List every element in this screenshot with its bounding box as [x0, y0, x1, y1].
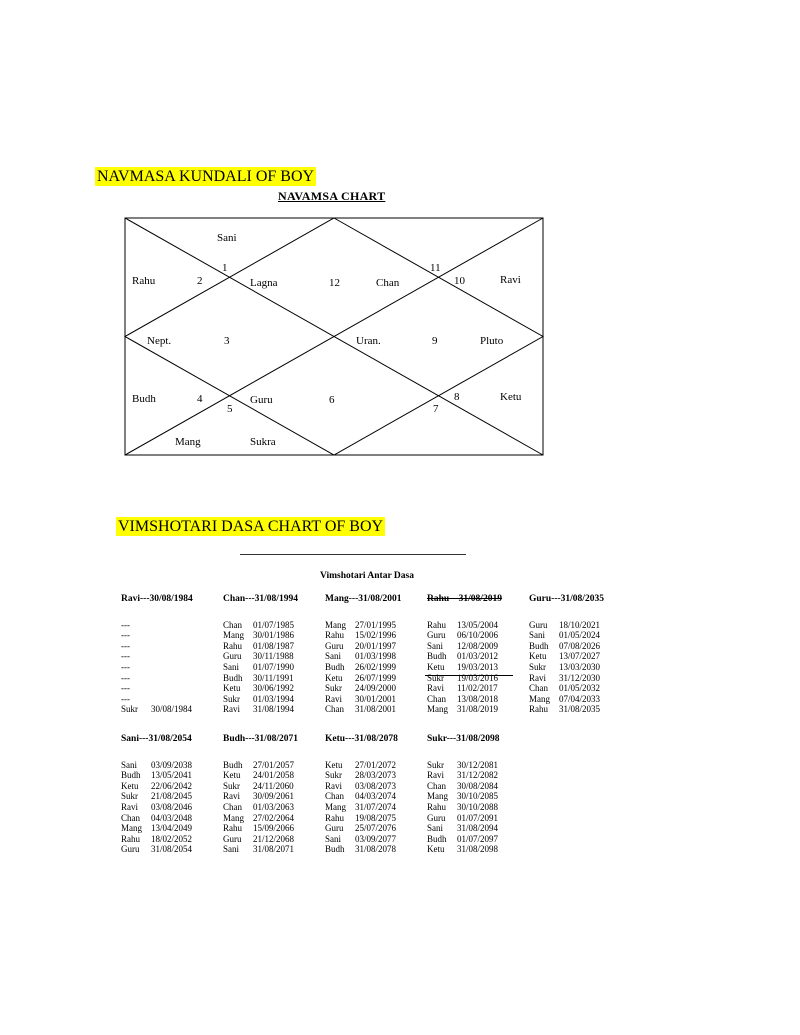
dasa-date: 04/03/2074 [355, 791, 397, 802]
dasa-date: 03/09/2077 [355, 833, 397, 844]
dasa-planet: Ravi [121, 801, 138, 812]
dasa-date: 31/08/2035 [559, 704, 601, 715]
dasa-planet: Sukr [427, 672, 445, 683]
dasa-row [427, 791, 499, 802]
dasa-date: 31/08/2001 [355, 704, 397, 715]
dasa-planet: Rahu [529, 704, 548, 715]
dasa-row [223, 823, 298, 834]
dasa-planet: Ketu [325, 672, 343, 683]
dasa-planet: Ketu [427, 661, 445, 672]
dasa-row [325, 834, 398, 845]
dasa-planet: --- [121, 651, 130, 662]
dasa-date: 30/10/2088 [457, 801, 499, 812]
dasa-planet: Sani [427, 640, 444, 651]
dasa-row [325, 802, 398, 813]
dasa-row [121, 823, 192, 834]
dasa-period-header: Rahu---31/08/2019 [427, 594, 502, 604]
dasa-row [121, 694, 201, 705]
dasa-date: 01/05/2032 [559, 683, 601, 694]
dasa-row [529, 620, 604, 631]
dasa-row [121, 630, 201, 641]
dasa-date: 01/07/1990 [253, 661, 295, 672]
dasa-row [529, 694, 604, 705]
dasa-planet: Guru [529, 619, 548, 630]
dasa-row [325, 760, 398, 771]
dasa-date: 18/10/2021 [559, 619, 601, 630]
chart-house-11: 11 [430, 262, 441, 274]
dasa-row [223, 802, 298, 813]
dasa-planet: Ketu [121, 780, 139, 791]
dasa-date: 07/04/2033 [559, 693, 601, 704]
dasa-date: 28/03/2073 [355, 770, 397, 781]
dasa-row [325, 770, 398, 781]
chart-cell-rahu: Rahu [132, 275, 156, 287]
dasa-row [427, 770, 499, 781]
dasa-planet: Budh [325, 844, 345, 855]
chart-cell-mang: Mang [175, 436, 201, 448]
dasa-row [529, 641, 604, 652]
dasa-row [427, 781, 499, 792]
dasa-planet: Rahu [325, 812, 344, 823]
dasa-date: 27/01/2057 [253, 759, 295, 770]
dasa-planet: --- [121, 683, 130, 694]
dasa-row [427, 694, 502, 705]
dasa-date: 30/11/1988 [253, 651, 294, 662]
dasa-row [427, 620, 502, 631]
dasa-date: 11/02/2017 [457, 683, 498, 694]
dasa-planet: Ravi [325, 693, 342, 704]
dasa-planet: Ravi [223, 704, 240, 715]
dasa-planet: Budh [325, 661, 345, 672]
dasa-date: 13/08/2018 [457, 693, 499, 704]
dasa-planet: Ravi [427, 683, 444, 694]
dasa-planet: Mang [427, 791, 448, 802]
dasa-row [427, 802, 499, 813]
dasa-row [427, 683, 502, 694]
dasa-row [427, 844, 499, 855]
chart-cell-nept: Nept. [147, 335, 172, 347]
dasa-underline-mark [425, 675, 513, 676]
dasa-date: 20/01/1997 [355, 640, 397, 651]
dasa-row [223, 791, 298, 802]
dasa-planet: Rahu [121, 833, 140, 844]
chart-cell-uran: Uran. [356, 335, 381, 347]
dasa-planet: Budh [223, 759, 243, 770]
dasa-planet: Sani [529, 630, 546, 641]
chart-cell-sukra: Sukra [250, 436, 276, 448]
dasa-date: 24/09/2000 [355, 683, 397, 694]
dasa-period-header: Sani---31/08/2054 [121, 734, 192, 744]
dasa-period-header: Budh---31/08/2071 [223, 734, 298, 744]
dasa-column [121, 734, 192, 855]
dasa-period-header: Chan---31/08/1994 [223, 594, 298, 604]
dasa-planet: Guru [121, 844, 140, 855]
dasa-row [325, 662, 402, 673]
dasa-date: 15/09/2066 [253, 823, 295, 834]
dasa-planet: Chan [325, 704, 344, 715]
dasa-planet: --- [121, 640, 130, 651]
dasa-row [121, 673, 201, 684]
chart-house-7: 7 [433, 403, 439, 415]
dasa-planet: Ravi [427, 770, 444, 781]
dasa-date: 13/07/2027 [559, 651, 601, 662]
dasa-date: 30/08/1984 [151, 704, 193, 715]
dasa-date: 03/08/2046 [151, 801, 193, 812]
dasa-date: 31/08/1994 [253, 704, 295, 715]
dasa-date: 01/03/2063 [253, 801, 295, 812]
chart-cell-ravi: Ravi [500, 274, 521, 286]
dasa-planet: Sani [223, 661, 240, 672]
dasa-planet: Guru [325, 823, 344, 834]
dasa-date: 31/08/2078 [355, 844, 397, 855]
dasa-row [121, 834, 192, 845]
dasa-planet: Budh [223, 672, 243, 683]
dasa-column [223, 734, 298, 855]
dasa-planet: Budh [121, 770, 141, 781]
dasa-planet: Chan [427, 780, 446, 791]
dasa-row [121, 662, 201, 673]
dasa-row [427, 651, 502, 662]
chart-house-2: 2 [197, 275, 203, 287]
dasa-planet: Sukr [325, 770, 343, 781]
dasa-column [427, 734, 499, 855]
dasa-planet: --- [121, 693, 130, 704]
dasa-planet: Guru [325, 640, 344, 651]
dasa-row [121, 704, 201, 715]
chart-cell-chan: Chan [376, 277, 400, 289]
dasa-row [529, 673, 604, 684]
dasa-row [121, 760, 192, 771]
dasa-row [121, 641, 201, 652]
dasa-date: 24/01/2058 [253, 770, 295, 781]
dasa-row [325, 791, 398, 802]
dasa-date: 22/06/2042 [151, 780, 193, 791]
dasa-planet: Budh [427, 833, 447, 844]
dasa-planet: Sukr [121, 704, 139, 715]
dasa-row [325, 651, 402, 662]
chart-house-4: 4 [197, 393, 203, 405]
dasa-date: 21/08/2045 [151, 791, 193, 802]
dasa-planet: Rahu [427, 619, 446, 630]
chart-house-5: 5 [227, 403, 233, 415]
dasa-row [223, 813, 298, 824]
dasa-column [325, 594, 402, 715]
dasa-date: 27/02/2064 [253, 812, 295, 823]
dasa-date: 03/08/2073 [355, 780, 397, 791]
dasa-planet: Ravi [325, 780, 342, 791]
dasa-planet: Ravi [223, 791, 240, 802]
dasa-date: 27/01/2072 [355, 759, 397, 770]
dasa-planet: --- [121, 661, 130, 672]
dasa-date: 30/11/1991 [253, 672, 294, 683]
dasa-date: 31/08/2098 [457, 844, 499, 855]
dasa-row [223, 760, 298, 771]
dasa-column [223, 594, 298, 715]
dasa-column [529, 594, 604, 715]
dasa-date: 24/11/2060 [253, 780, 294, 791]
dasa-planet: Ketu [223, 683, 241, 694]
dasa-row [223, 834, 298, 845]
dasa-date: 01/08/1987 [253, 640, 295, 651]
dasa-date: 31/12/2030 [559, 672, 601, 683]
dasa-date: 26/07/1999 [355, 672, 397, 683]
dasa-date: 30/01/1986 [253, 630, 295, 641]
dasa-row [121, 813, 192, 824]
dasa-row [223, 770, 298, 781]
dasa-column [427, 594, 502, 715]
dasa-planet: Mang [223, 630, 244, 641]
dasa-planet: Sani [223, 844, 240, 855]
dasa-row [427, 704, 502, 715]
dasa-planet: Ketu [529, 651, 547, 662]
chart-house-12: 12 [329, 277, 340, 289]
dasa-row [121, 781, 192, 792]
dasa-planet: Sukr [325, 683, 343, 694]
dasa-date: 01/07/2091 [457, 812, 499, 823]
dasa-row [427, 630, 502, 641]
navamsa-heading: NAVMASA KUNDALI OF BOY [97, 168, 315, 185]
dasa-date: 19/03/2016 [457, 672, 499, 683]
chart-cell-ketu: Ketu [500, 391, 522, 403]
dasa-planet: --- [121, 630, 130, 641]
dasa-planet: Ravi [529, 672, 546, 683]
dasa-planet: Budh [427, 651, 447, 662]
dasa-planet: Mang [529, 693, 550, 704]
dasa-planet: Chan [325, 791, 344, 802]
dasa-row [223, 844, 298, 855]
dasa-planet: Ketu [325, 759, 343, 770]
chart-house-1: 1 [222, 262, 228, 274]
dasa-row [325, 630, 402, 641]
chart-cell-pluto: Pluto [480, 335, 504, 347]
dasa-planet: Mang [427, 704, 448, 715]
dasa-planet: Sukr [529, 661, 547, 672]
dasa-row [325, 823, 398, 834]
dasa-date: 31/08/2071 [253, 844, 295, 855]
dasa-row [223, 704, 298, 715]
dasa-row [121, 651, 201, 662]
dasa-planet: Chan [223, 801, 242, 812]
dasa-date: 27/01/1995 [355, 619, 397, 630]
dasa-row [121, 791, 192, 802]
dasa-planet: Mang [121, 823, 142, 834]
dasa-date: 18/02/2052 [151, 833, 193, 844]
dasa-date: 21/12/2068 [253, 833, 295, 844]
dasa-planet: Guru [427, 812, 446, 823]
dasa-date: 31/12/2082 [457, 770, 499, 781]
dasa-row [325, 694, 402, 705]
chart-cell-guru: Guru [250, 394, 273, 406]
dasa-row [121, 802, 192, 813]
dasa-row [427, 760, 499, 771]
dasa-planet: Sani [325, 833, 342, 844]
dasa-row [223, 662, 298, 673]
dasa-row [325, 813, 398, 824]
dasa-row [325, 781, 398, 792]
dasa-date: 26/02/1999 [355, 661, 397, 672]
dasa-row [121, 620, 201, 631]
dasa-planet: Ketu [427, 844, 445, 855]
dasa-planet: Sani [427, 823, 444, 834]
dasa-date: 13/04/2049 [151, 823, 193, 834]
dasa-date: 30/06/1992 [253, 683, 295, 694]
dasa-row [427, 823, 499, 834]
dasa-planet: Budh [529, 640, 549, 651]
dasa-date: 03/09/2038 [151, 759, 193, 770]
dasa-planet: Chan [427, 693, 446, 704]
dasa-row [529, 704, 604, 715]
dasa-planet: Rahu [325, 630, 344, 641]
dasa-column [121, 594, 201, 715]
dasa-planet: Mang [325, 619, 346, 630]
dasa-row [529, 683, 604, 694]
dasa-date: 12/08/2009 [457, 640, 499, 651]
dasa-planet: Guru [223, 651, 242, 662]
dasa-date: 30/09/2061 [253, 791, 295, 802]
dasa-row [121, 683, 201, 694]
dasa-date: 30/12/2081 [457, 759, 499, 770]
dasa-planet: Guru [223, 833, 242, 844]
dasa-date: 15/02/1996 [355, 630, 397, 641]
dasa-planet: Sukr [121, 791, 139, 802]
dasa-date: 01/05/2024 [559, 630, 601, 641]
dasa-planet: Mang [325, 801, 346, 812]
dasa-period-header: Sukr---31/08/2098 [427, 734, 500, 744]
dasa-date: 01/03/1998 [355, 651, 397, 662]
dasa-date: 13/05/2004 [457, 619, 499, 630]
dasa-row [325, 673, 402, 684]
dasa-date: 01/07/1985 [253, 619, 295, 630]
dasa-row [529, 651, 604, 662]
dasa-row [325, 641, 402, 652]
dasa-row [223, 641, 298, 652]
dasa-date: 31/08/2019 [457, 704, 499, 715]
dasa-date: 13/03/2030 [559, 661, 601, 672]
dasa-planet: Sani [121, 759, 138, 770]
dasa-planet: Chan [121, 812, 140, 823]
dasa-period-header: Guru---31/08/2035 [529, 594, 604, 604]
dasa-date: 19/08/2075 [355, 812, 397, 823]
dasa-row [121, 770, 192, 781]
dasa-date: 31/08/2054 [151, 844, 193, 855]
dasa-planet: Ketu [223, 770, 241, 781]
dasa-row [121, 844, 192, 855]
dasa-row [223, 630, 298, 641]
chart-cell-budh: Budh [132, 393, 156, 405]
dasa-table-title: Vimshotari Antar Dasa [320, 571, 414, 581]
dasa-row [223, 620, 298, 631]
dasa-row [427, 834, 499, 845]
dasa-divider [240, 554, 466, 555]
chart-cell-lagna: Lagna [250, 277, 278, 289]
vimshotari-heading: VIMSHOTARI DASA CHART OF BOY [118, 518, 384, 535]
dasa-date: 13/05/2041 [151, 770, 193, 781]
dasa-date: 01/07/2097 [457, 833, 499, 844]
dasa-date: 31/08/2094 [457, 823, 499, 834]
dasa-row [325, 844, 398, 855]
dasa-date: 25/07/2076 [355, 823, 397, 834]
dasa-row [529, 662, 604, 673]
dasa-date: 01/03/2012 [457, 651, 499, 662]
dasa-date: 06/10/2006 [457, 630, 499, 641]
dasa-row [325, 620, 402, 631]
chart-cell-sani: Sani [217, 232, 237, 244]
dasa-date: 07/08/2026 [559, 640, 601, 651]
chart-house-9: 9 [432, 335, 438, 347]
dasa-row [427, 813, 499, 824]
dasa-planet: Chan [223, 619, 242, 630]
dasa-date: 30/10/2085 [457, 791, 499, 802]
dasa-date: 31/07/2074 [355, 801, 397, 812]
dasa-row [427, 662, 502, 673]
dasa-planet: --- [121, 619, 130, 630]
chart-house-8: 8 [454, 391, 460, 403]
dasa-planet: Rahu [223, 823, 242, 834]
dasa-planet: Sukr [427, 759, 445, 770]
dasa-period-header: Ravi---30/08/1984 [121, 594, 193, 604]
dasa-row [325, 683, 402, 694]
dasa-row [529, 630, 604, 641]
navamsa-chart-title: NAVAMSA CHART [278, 189, 386, 203]
dasa-date: 30/01/2001 [355, 693, 397, 704]
dasa-row [223, 694, 298, 705]
dasa-row [427, 641, 502, 652]
chart-house-6: 6 [329, 394, 335, 406]
dasa-planet: Guru [427, 630, 446, 641]
dasa-planet: Rahu [427, 801, 446, 812]
dasa-planet: --- [121, 672, 130, 683]
dasa-planet: Sani [325, 651, 342, 662]
dasa-planet: Sukr [223, 693, 241, 704]
dasa-date: 04/03/2048 [151, 812, 193, 823]
dasa-planet: Sukr [223, 780, 241, 791]
dasa-row [223, 781, 298, 792]
dasa-date: 19/03/2013 [457, 661, 499, 672]
dasa-planet: Chan [529, 683, 548, 694]
dasa-period-header: Ketu---31/08/2078 [325, 734, 398, 744]
dasa-row [325, 704, 402, 715]
dasa-row [223, 651, 298, 662]
chart-house-3: 3 [224, 335, 230, 347]
dasa-period-header: Mang---31/08/2001 [325, 594, 402, 604]
dasa-planet: Mang [223, 812, 244, 823]
dasa-row [223, 673, 298, 684]
dasa-date: 30/08/2084 [457, 780, 499, 791]
dasa-column [325, 734, 398, 855]
dasa-row [223, 683, 298, 694]
dasa-date: 01/03/1994 [253, 693, 295, 704]
chart-house-10: 10 [454, 275, 465, 287]
dasa-planet: Rahu [223, 640, 242, 651]
